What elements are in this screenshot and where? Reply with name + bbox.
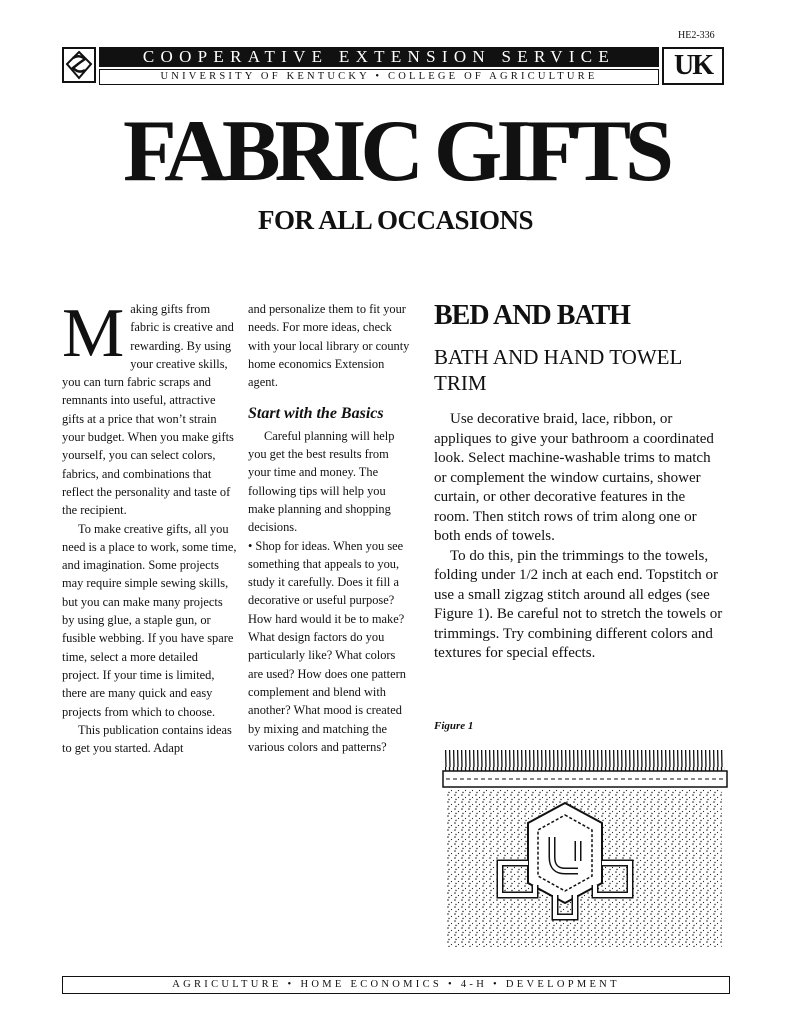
- drop-cap: M: [62, 295, 125, 372]
- bullet-item: • Shop for ideas. When you see something that appeals to you, study it carefully. Does it fill a decorative or useful purpose? How hard would it be to make? What design factors do you particularly like? What colors are used? How does one pattern complement and blend with another? What mood is created by mixing and matching the various colors and patterns?: [248, 538, 406, 754]
- towel-trim-illustration: [440, 745, 730, 950]
- extension-logo-icon: [62, 47, 96, 83]
- footer-banner: AGRICULTURE • HOME ECONOMICS • 4-H • DEVELOPMENT: [62, 976, 730, 994]
- paragraph: To make creative gifts, all you need is a place to work, some time, and imagination. Some projects may require simple sewing skills, but you can make many projects by using glue, a staple gun, or fusible webbing. If you have spare time, select a more detailed project. If your time is limited, there are many quick and easy projects from which to choose.: [62, 521, 237, 719]
- service-banner: COOPERATIVE EXTENSION SERVICE: [99, 47, 659, 67]
- figure-caption: Figure 1: [434, 720, 474, 732]
- document-id: HE2-336: [678, 30, 715, 41]
- page-subtitle: FOR ALL OCCASIONS: [257, 205, 534, 235]
- paragraph: aking gifts from fabric is creative and rewarding. By using your creative skills, you can turn fabric scraps and remnants into useful, attractive gifts at a price that won’t strain your budget. When you make gifts yourself, you can select colors, fabrics, and combinations that reflect the personality and taste of the recipient.: [62, 302, 234, 518]
- section-heading-basics: Start with the Basics: [248, 405, 384, 423]
- column-basics: [248, 300, 410, 756]
- column-bed-bath: [434, 298, 724, 664]
- section-heading-bed-bath: BED AND BATH: [434, 300, 630, 331]
- uk-logo: UK: [662, 47, 724, 85]
- subsection-heading: BATH AND HAND TOWEL TRIM: [434, 345, 682, 395]
- paragraph: Careful planning will help you get the best results from your time and money. The following tips will help you make planning and shopping decisions.: [248, 428, 395, 535]
- paragraph: Use decorative braid, lace, ribbon, or appliques to give your bathroom a coordinated look. Select machine-washable trims to match or complement the window curtains, shower curtain, or other decorative features in the room. Then stitch rows of trim along one or both ends of towels.: [434, 411, 714, 544]
- column-intro: [62, 295, 238, 757]
- institution-banner: UNIVERSITY OF KENTUCKY • COLLEGE OF AGRICULTURE: [99, 69, 659, 85]
- paragraph: and personalize them to fit your needs. For more ideas, check with your local library or county home economics Extension agent.: [248, 302, 410, 390]
- paragraph: This publication contains ideas to get you started. Adapt: [62, 722, 232, 756]
- paragraph: To do this, pin the trimmings to the towels, folding under 1/2 inch at each end. Topstitch or use a small zigzag stitch around all edges (see Figure 1). Be careful not to stretch the towels or trimmings. Try combining different colors and textures for special effects.: [434, 547, 723, 661]
- page-title: FABRIC GIFTS: [123, 103, 668, 200]
